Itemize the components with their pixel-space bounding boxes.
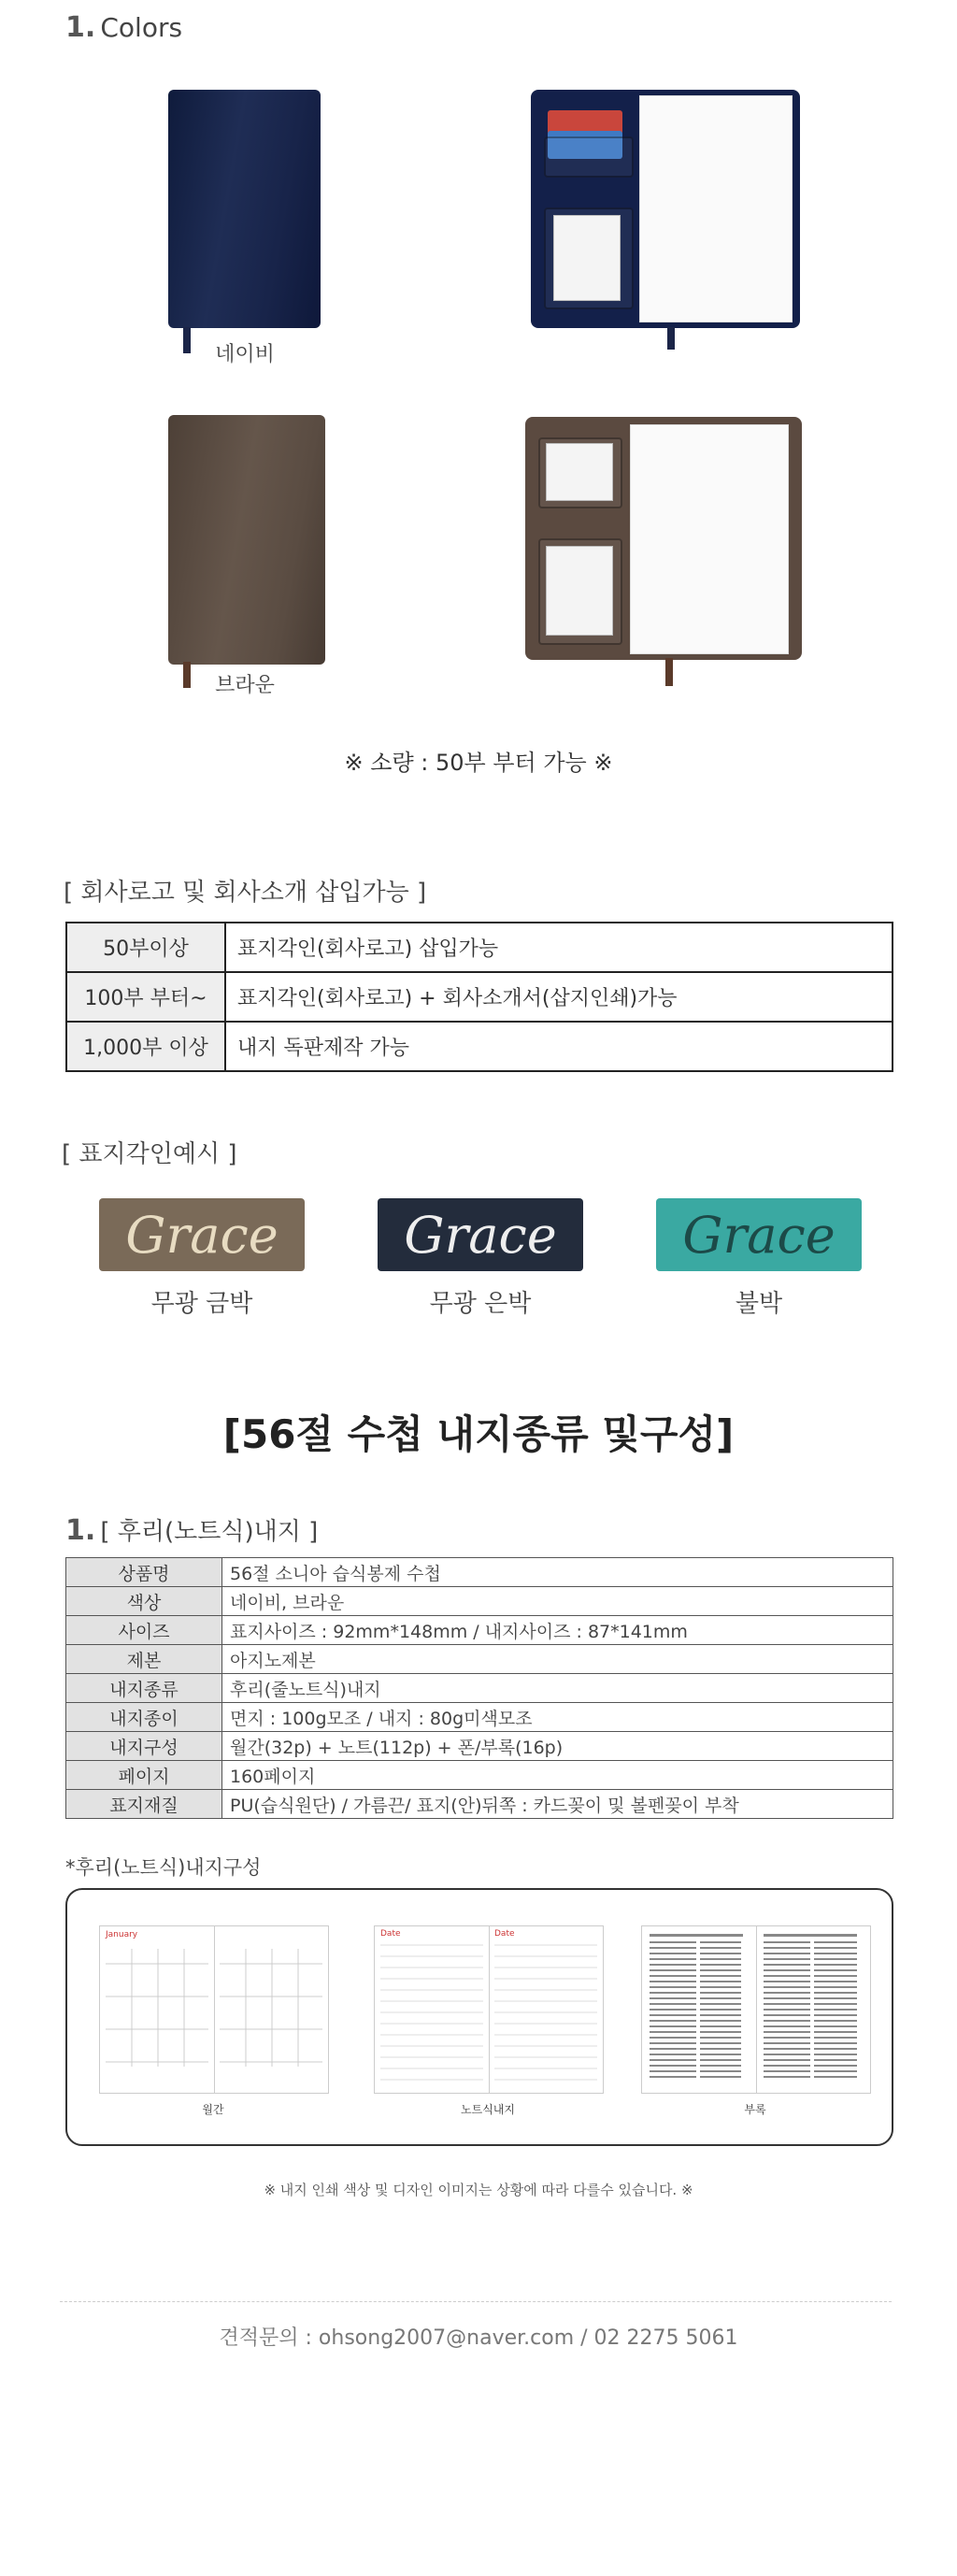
inner-heading bbox=[65, 1512, 318, 1547]
appendix-thumbnail bbox=[641, 1925, 871, 2094]
calendar-grid-icon bbox=[100, 1926, 328, 2093]
composition-box bbox=[65, 1888, 893, 2146]
table-row bbox=[66, 1587, 893, 1616]
section-number: 1. bbox=[65, 11, 96, 44]
table-row bbox=[66, 1558, 893, 1587]
table-row bbox=[66, 1732, 893, 1761]
ruled-lines-icon bbox=[375, 1926, 603, 2093]
print-note: ※ 내지 인쇄 색상 및 디자인 이미지는 상황에 따라 다를수 있습니다. ※ bbox=[264, 2182, 693, 2198]
divider bbox=[60, 2301, 892, 2302]
qty-cell: 100부 부터~ bbox=[66, 972, 225, 1022]
brown-open-ribbon bbox=[665, 658, 673, 686]
quantity-note: ※ 소량 : 50부 부터 가능 ※ bbox=[344, 750, 613, 776]
spec-value: 후리(줄노트식)내지 bbox=[222, 1674, 893, 1703]
silver-engrave-label: 무광 은박 bbox=[429, 1290, 532, 1318]
navy-notebook-closed bbox=[168, 90, 321, 328]
desc-cell: 내지 독판제작 가능 bbox=[225, 1022, 893, 1071]
gold-engrave-label: 무광 금박 bbox=[150, 1290, 253, 1318]
engrave-section-title: [ 표지각인예시 ] bbox=[62, 1140, 237, 1168]
spec-value: 면지 : 100g모조 / 내지 : 80g미색모조 bbox=[222, 1703, 893, 1732]
note-thumbnail bbox=[374, 1925, 604, 2094]
spec-key: 내지구성 bbox=[66, 1732, 222, 1761]
navy-notebook-open bbox=[531, 90, 800, 328]
brown-label: 브라운 bbox=[215, 674, 275, 697]
navy-open-ribbon bbox=[667, 327, 675, 350]
contact-info: 견적문의 : ohsong2007@naver.com / 02 2275 5061 bbox=[219, 2326, 738, 2350]
spec-value: PU(습식원단) / 가름끈/ 표지(안)뒤쪽 : 카드꽂이 및 볼펜꽂이 부착 bbox=[222, 1790, 893, 1819]
spec-key: 제본 bbox=[66, 1645, 222, 1674]
table-row bbox=[66, 1703, 893, 1732]
spec-value: 표지사이즈 : 92mm*148mm / 내지사이즈 : 87*141mm bbox=[222, 1616, 893, 1645]
spec-value: 월간(32p) + 노트(112p) + 폰/부록(16p) bbox=[222, 1732, 893, 1761]
qty-cell: 1,000부 이상 bbox=[66, 1022, 225, 1071]
table-row bbox=[66, 1616, 893, 1645]
appendix-label: 부록 bbox=[744, 2103, 766, 2116]
section-number: 1. bbox=[65, 1514, 96, 1547]
section-title: [ 후리(노트식)내지 ] bbox=[100, 1518, 319, 1546]
table-row bbox=[66, 1674, 893, 1703]
note-label: 노트식내지 bbox=[461, 2103, 515, 2116]
table-row bbox=[66, 972, 893, 1022]
table-row bbox=[66, 1645, 893, 1674]
qty-cell: 50부이상 bbox=[66, 923, 225, 972]
section-title: Colors bbox=[100, 12, 183, 43]
table-row bbox=[66, 1761, 893, 1790]
spec-key: 상품명 bbox=[66, 1558, 222, 1587]
spec-key: 페이지 bbox=[66, 1761, 222, 1790]
text-columns-icon bbox=[642, 1926, 870, 2093]
spec-key: 사이즈 bbox=[66, 1616, 222, 1645]
spec-key: 내지종이 bbox=[66, 1703, 222, 1732]
hot-stamp-label: 불박 bbox=[735, 1290, 783, 1318]
main-heading: [56절 수첩 내지종류 및구성] bbox=[222, 1411, 735, 1457]
spec-value: 56절 소니아 습식봉제 수첩 bbox=[222, 1558, 893, 1587]
gold-engrave-sample: Grace bbox=[99, 1198, 305, 1271]
date-label-left: Date bbox=[380, 1929, 401, 1939]
date-label-right: Date bbox=[494, 1929, 515, 1939]
brown-notebook-open bbox=[525, 417, 802, 660]
brown-notebook-closed bbox=[168, 415, 325, 665]
logo-section-title: [ 회사로고 및 회사소개 삽입가능 ] bbox=[64, 879, 427, 907]
navy-label: 네이비 bbox=[215, 343, 275, 366]
spec-key: 색상 bbox=[66, 1587, 222, 1616]
logo-options-table bbox=[65, 922, 893, 1072]
month-name: January bbox=[106, 1930, 138, 1939]
table-row bbox=[66, 923, 893, 972]
desc-cell: 표지각인(회사로고) 삽입가능 bbox=[225, 923, 893, 972]
monthly-thumbnail bbox=[99, 1925, 329, 2094]
spec-key: 내지종류 bbox=[66, 1674, 222, 1703]
colors-heading bbox=[65, 11, 182, 44]
silver-engrave-sample: Grace bbox=[378, 1198, 583, 1271]
spec-key: 표지재질 bbox=[66, 1790, 222, 1819]
composition-title: *후리(노트식)내지구성 bbox=[65, 1856, 262, 1879]
table-row bbox=[66, 1022, 893, 1071]
spec-value: 아지노제본 bbox=[222, 1645, 893, 1674]
monthly-label: 월간 bbox=[202, 2103, 224, 2116]
spec-value: 160페이지 bbox=[222, 1761, 893, 1790]
spec-value: 네이비, 브라운 bbox=[222, 1587, 893, 1616]
table-row bbox=[66, 1790, 893, 1819]
spec-table bbox=[65, 1557, 893, 1819]
desc-cell: 표지각인(회사로고) + 회사소개서(삽지인쇄)가능 bbox=[225, 972, 893, 1022]
hot-stamp-sample: Grace bbox=[656, 1198, 862, 1271]
